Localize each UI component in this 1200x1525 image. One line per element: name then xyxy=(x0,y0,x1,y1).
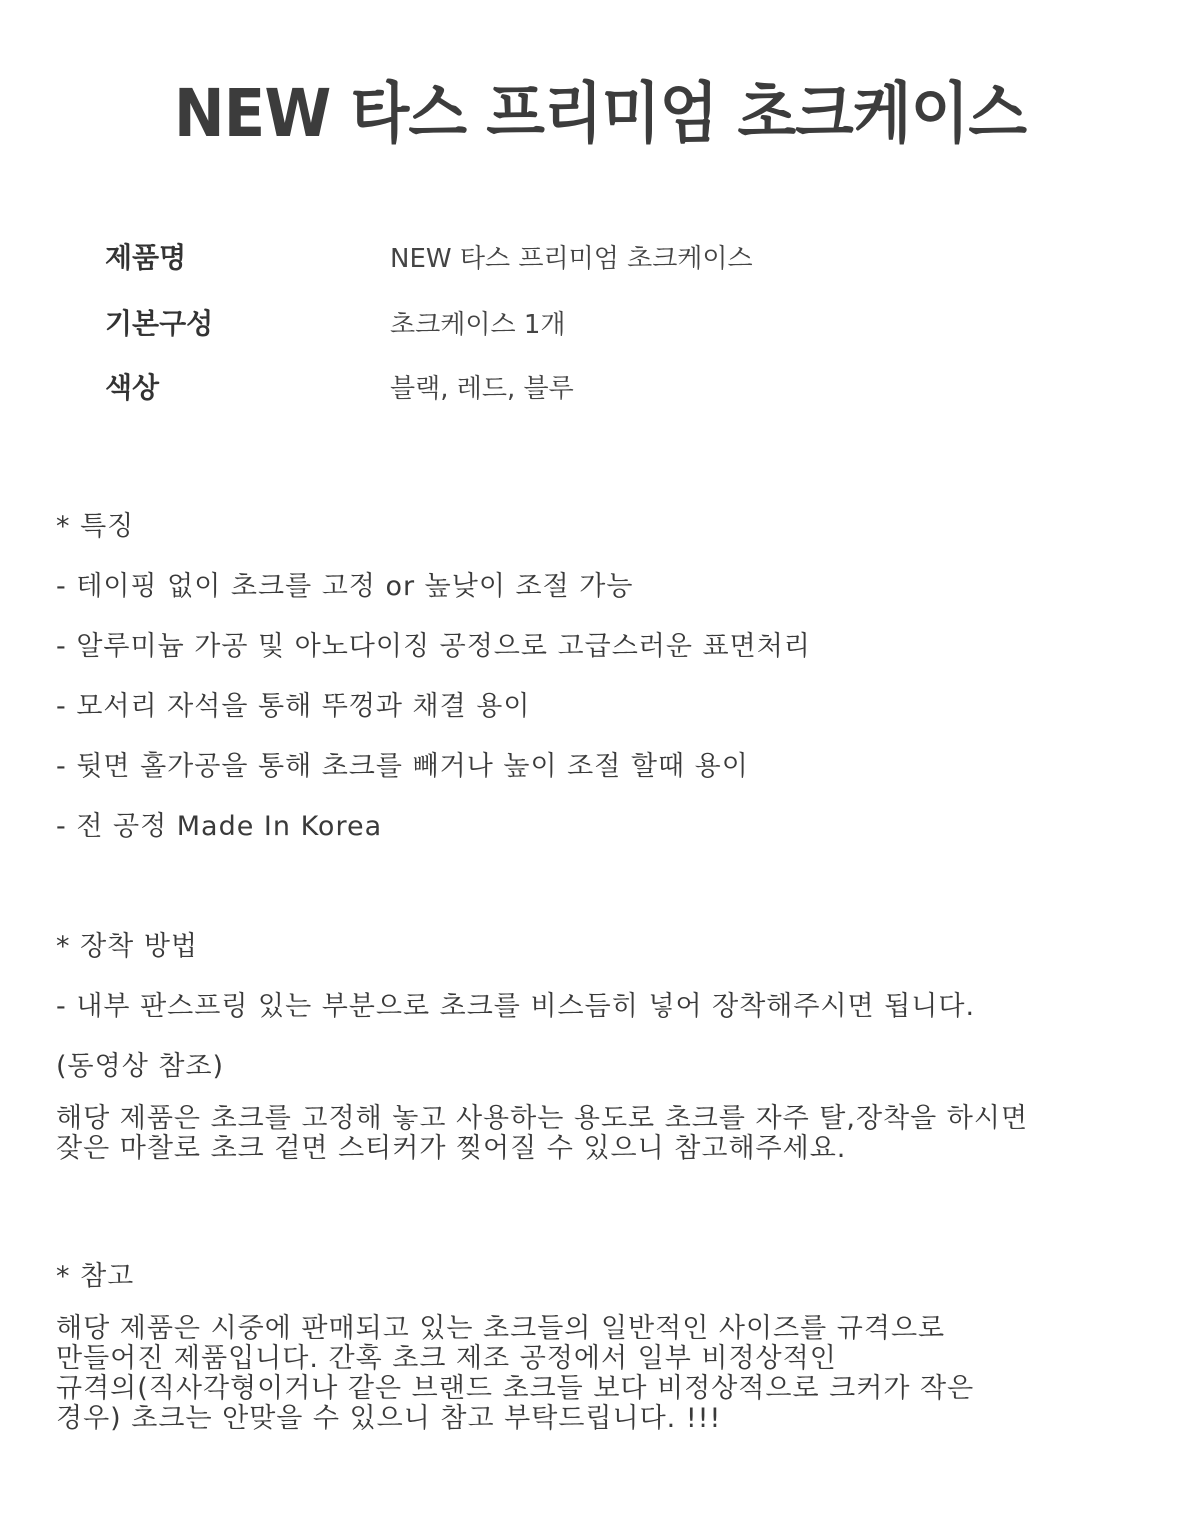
reference-line: 해당 제품은 시중에 판매되고 있는 초크들의 일반적인 사이즈를 규격으로 xyxy=(56,1313,946,1344)
install-heading: * 장착 방법 xyxy=(56,931,198,962)
spec-label: 제품명 xyxy=(105,241,187,274)
reference-line: 만들어진 제품입니다. 간혹 초크 제조 공정에서 일부 비정상적인 xyxy=(56,1343,837,1374)
features-heading: * 특징 xyxy=(56,511,135,542)
spec-row-composition xyxy=(105,302,1105,342)
feature-item: - 테이핑 없이 초크를 고정 or 높낮이 조절 가능 xyxy=(56,571,634,602)
feature-item: - 모서리 자석을 통해 뚜껑과 채결 용이 xyxy=(56,691,531,722)
spec-row-color xyxy=(105,366,1105,406)
spec-value: 초크케이스 1개 xyxy=(390,310,566,340)
spec-row-product-name xyxy=(105,236,1105,276)
feature-item: - 알루미늄 가공 및 아노다이징 공정으로 고급스러운 표면처리 xyxy=(56,631,811,662)
caution-line: 잦은 마찰로 초크 겉면 스티커가 찢어질 수 있으니 참고해주세요. xyxy=(56,1133,847,1164)
reference-text xyxy=(56,1314,1166,1434)
feature-item: - 전 공정 Made In Korea xyxy=(56,811,383,842)
caution-line: 해당 제품은 초크를 고정해 놓고 사용하는 용도로 초크를 자주 탈,장착을 하시면 xyxy=(56,1103,1029,1134)
install-caution xyxy=(56,1104,1166,1164)
spec-label: 색상 xyxy=(105,371,160,404)
install-instruction: - 내부 판스프링 있는 부분으로 초크를 비스듬히 넣어 장착해주시면 됩니다. xyxy=(56,991,976,1022)
feature-item: - 뒷면 홀가공을 통해 초크를 빼거나 높이 조절 할때 용이 xyxy=(56,751,749,782)
spec-label: 기본구성 xyxy=(105,307,214,340)
reference-line: 규격의(직사각형이거나 같은 브랜드 초크들 보다 비정상적으로 크커가 작은 xyxy=(56,1373,975,1404)
spec-value: 블랙, 레드, 블루 xyxy=(390,374,574,404)
reference-heading: * 참고 xyxy=(56,1261,135,1292)
spec-value: NEW 타스 프리미엄 초크케이스 xyxy=(390,244,753,274)
page-title: NEW 타스 프리미엄 초크케이스 xyxy=(173,75,1027,152)
reference-line: 경우) 초크는 안맞을 수 있으니 참고 부탁드립니다. !!! xyxy=(56,1403,722,1434)
install-video-note: (동영상 참조) xyxy=(56,1051,225,1082)
